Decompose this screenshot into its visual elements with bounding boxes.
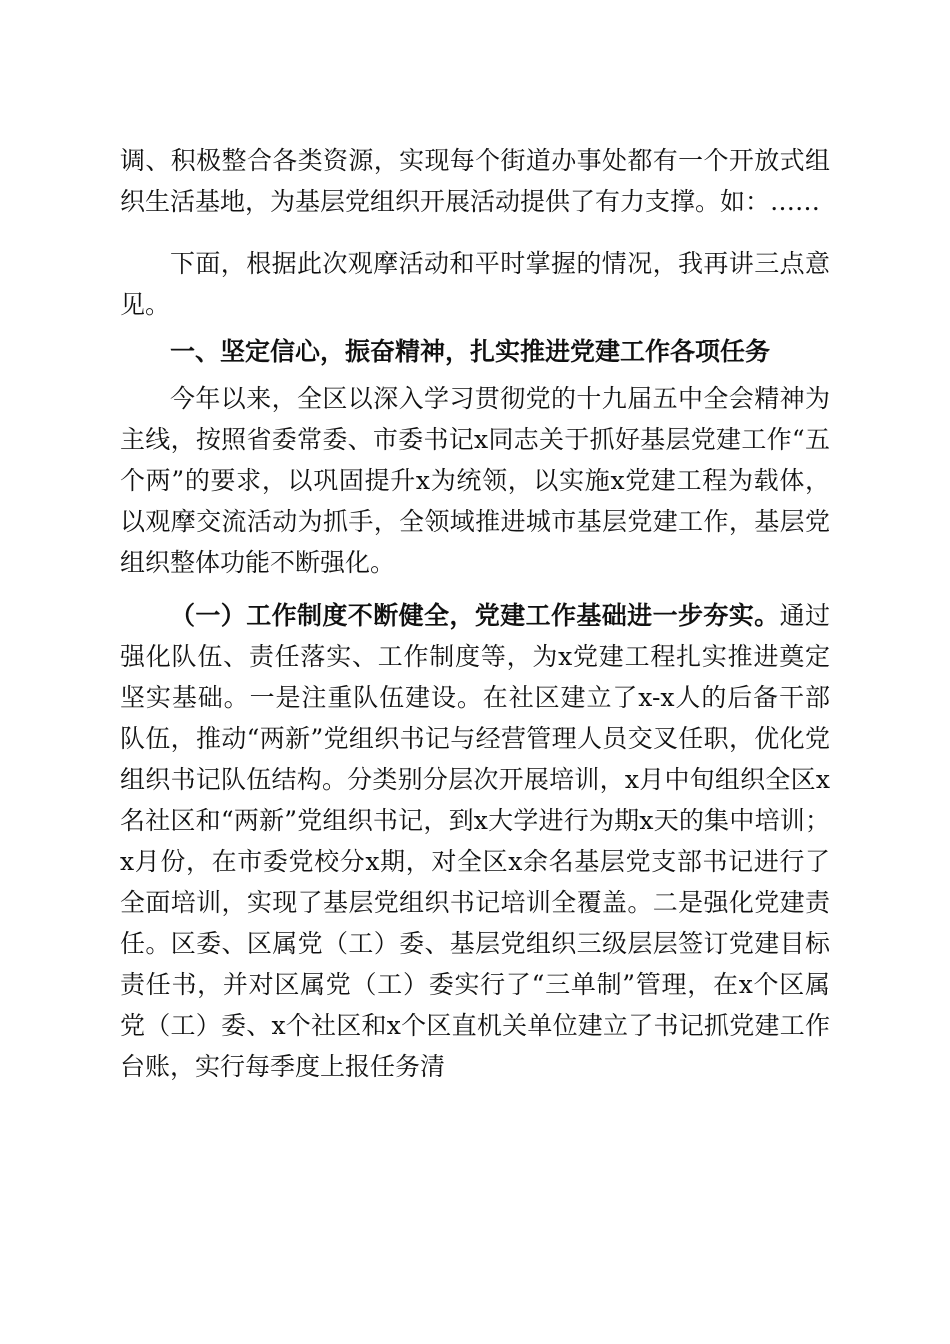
section-heading-1: 一、坚定信心，振奋精神，扎实推进党建工作各项任务 bbox=[170, 337, 771, 366]
subsection-1-heading: （一）工作制度不断健全，党建工作基础进一步夯实。 bbox=[170, 601, 780, 630]
paragraph-subsection-1 bbox=[120, 595, 830, 1087]
subsection-1-body: 通过强化队伍、责任落实、工作制度等，为x党建工程扎实推进奠定坚实基础。一是注重队伍建设。在社区建立了x-x人的后备干部队伍，推动“两新”党组织书记与经营管理人员交叉任职，优化党组织书记队伍结构。分类别分层次开展培训，x月中旬组织全区x名社区和“两新”党组织书记，到x大学进行为期x天的集中培训；x月份，在市委党校分x期，对全区x余名基层党支部书记进行了全面培训，实现了基层党组织书记培训全覆盖。二是强化党建责任。区委、区属党（工）委、基层党组织三级层层签订党建目标责任书，并对区属党（工）委实行了“三单制”管理，在x个区属党（工）委、x个社区和x个区直机关单位建立了书记抓党建工作台账，实行每季度上报任务清 bbox=[120, 601, 830, 1081]
paragraph-continued: 调、积极整合各类资源，实现每个街道办事处都有一个开放式组织生活基地，为基层党组织开展活动提供了有力支撑。如：…… bbox=[120, 146, 830, 216]
document-body bbox=[120, 140, 830, 1087]
paragraph-intro: 下面，根据此次观摩活动和平时掌握的情况，我再讲三点意见。 bbox=[120, 249, 830, 319]
paragraph-overview: 今年以来，全区以深入学习贯彻党的十九届五中全会精神为主线，按照省委常委、市委书记x同志关于抓好基层党建工作“五个两”的要求，以巩固提升x为统领，以实施x党建工程为载体，以观摩交流活动为抓手，全领域推进城市基层党建工作，基层党组织整体功能不断强化。 bbox=[120, 384, 830, 577]
